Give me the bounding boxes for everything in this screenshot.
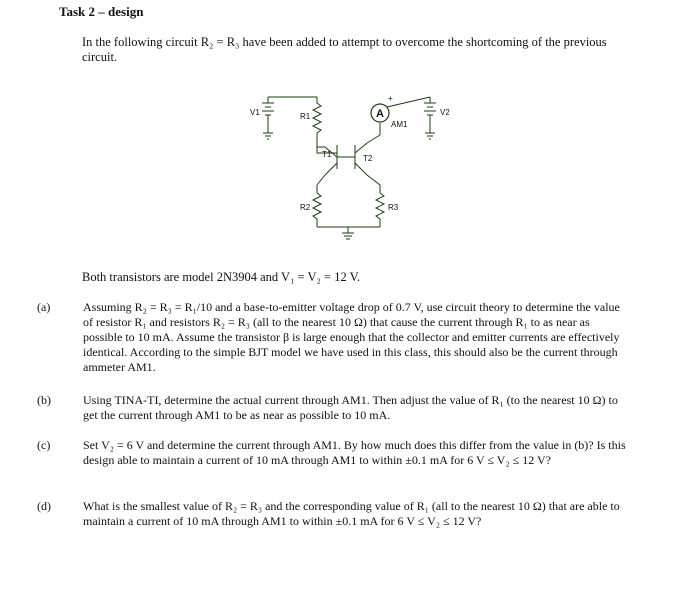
transistor-statement: Both transistors are model 2N3904 and V₁ = V₂ = 12 V. <box>82 270 361 284</box>
label-r1: R1 <box>300 112 311 121</box>
part-c-tag: (c) <box>37 438 51 452</box>
part-a-tag: (a) <box>37 300 51 314</box>
part-b-tag: (b) <box>37 393 51 407</box>
part-b <box>37 393 630 423</box>
label-r2: R2 <box>300 203 311 212</box>
label-t1: T1 <box>322 150 332 159</box>
part-c <box>37 438 630 468</box>
task-title: Task 2 – design <box>59 4 144 19</box>
label-t2: T2 <box>363 154 373 163</box>
label-plus: + <box>388 94 393 103</box>
intro-paragraph: In the following circuit R₂ = R₃ have been added to attempt to overcome the shortcoming of the previous circuit. <box>82 35 607 64</box>
label-v1: V1 <box>250 108 260 117</box>
label-r3: R3 <box>388 203 399 212</box>
label-am1: AM1 <box>391 120 408 129</box>
part-d <box>37 499 630 529</box>
circuit-diagram <box>225 85 455 245</box>
part-d-text: What is the smallest value of R₂ = R₃ and the corresponding value of R₁ (all to the nearest 10 Ω) that are able to maintain a current of 10 mA through AM1 to within ±0.1 mA for 6 V ≤ V₂ ≤ 12 V? <box>83 499 620 528</box>
ammeter-symbol: A <box>376 108 384 120</box>
part-b-text: Using TINA-TI, determine the actual current through AM1. Then adjust the value of R₁ (to the nearest 10 Ω) to get the current through AM1 to be as near as possible to 10 mA. <box>83 393 618 422</box>
part-c-text: Set V₂ = 6 V and determine the current through AM1. By how much does this differ from the value in (b)? Is this design able to maintain a current of 10 mA through AM1 to within ±0.1 mA for 6 V ≤ V₂ ≤ 12 V? <box>83 438 626 467</box>
part-a <box>37 300 630 375</box>
part-d-tag: (d) <box>37 499 51 513</box>
label-v2: V2 <box>440 108 450 117</box>
part-a-text: Assuming R₂ = R₃ = R₁/10 and a base-to-emitter voltage drop of 0.7 V, use circuit theory to determine the value of resistor R₁ and resistors R₂ = R₃ (all to the nearest 10 Ω) that cause the current through R₁ to as near as possible to 10 mA. Assume the transistor β is large enough that the collector and emitter currents are effectively identical. According to the simple BJT model we have used in this class, this should also be the current through ammeter AM1. <box>83 300 620 374</box>
